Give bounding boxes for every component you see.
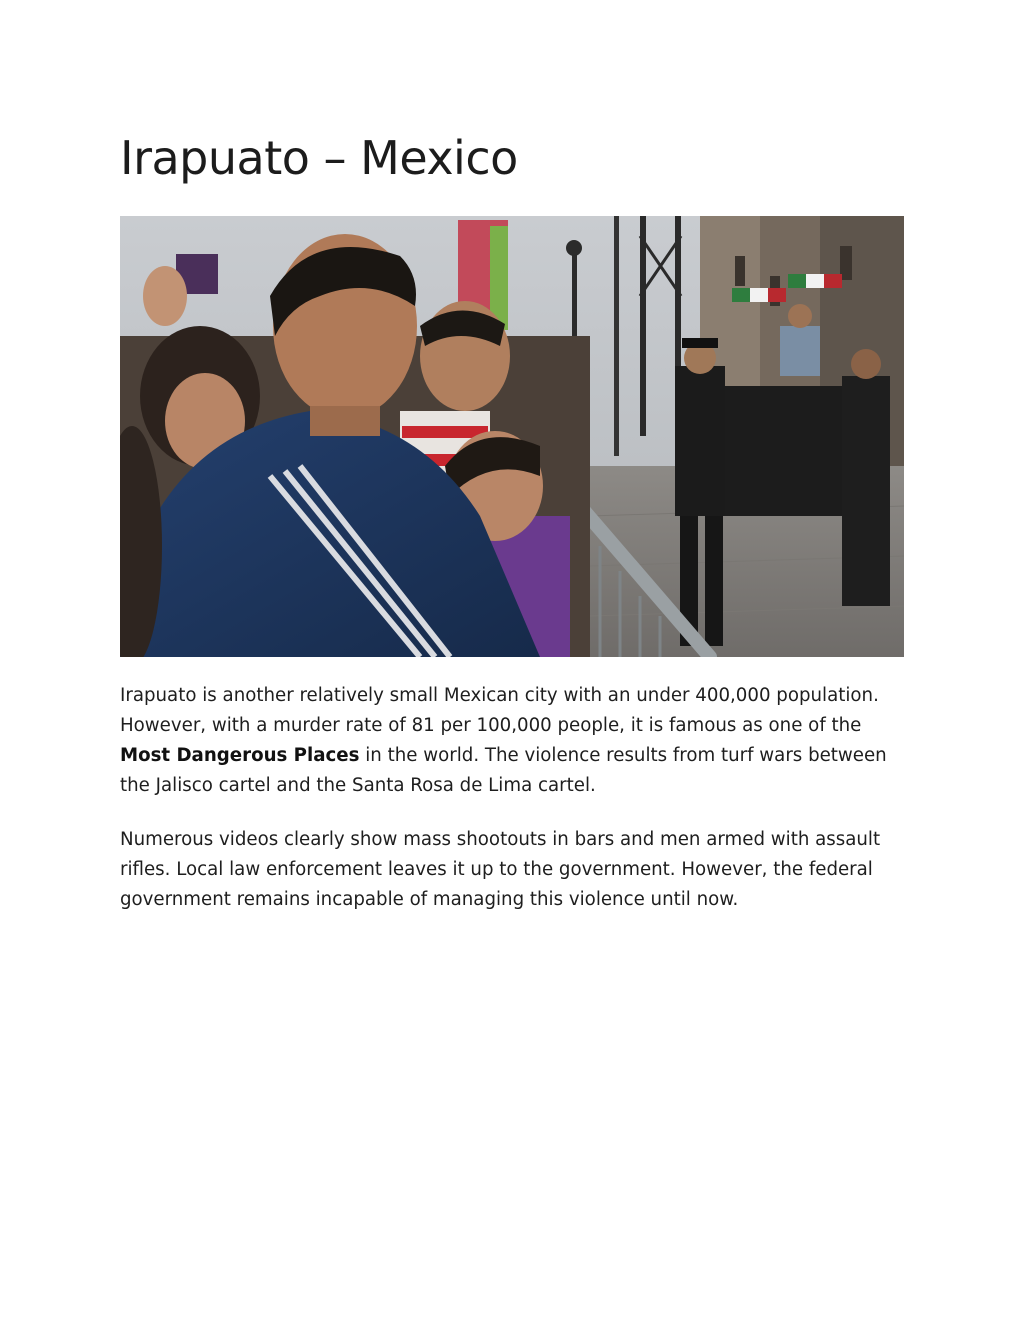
paragraph-intro-text-after: in the world. The violence results from turf wars between the Jalisco cartel and the Santa Rosa de Lima cartel. <box>120 745 887 796</box>
photo-illustration <box>120 216 904 657</box>
paragraph-intro-text-before: Irapuato is another relatively small Mexican city with an under 400,000 population. However, with a murder rate of 81 per 100,000 people, it is famous as one of the <box>120 685 879 736</box>
page-title: Irapuato – Mexico <box>120 131 518 185</box>
paragraph-intro <box>120 681 904 801</box>
paragraph-violence: Numerous videos clearly show mass shootouts in bars and men armed with assault rifles. Local law enforcement leaves it up to the government. However, the federal government remains incapable of managing this violence until now. <box>120 829 881 910</box>
most-dangerous-places-emphasis: Most Dangerous Places <box>120 745 360 766</box>
article-photo <box>120 216 904 657</box>
